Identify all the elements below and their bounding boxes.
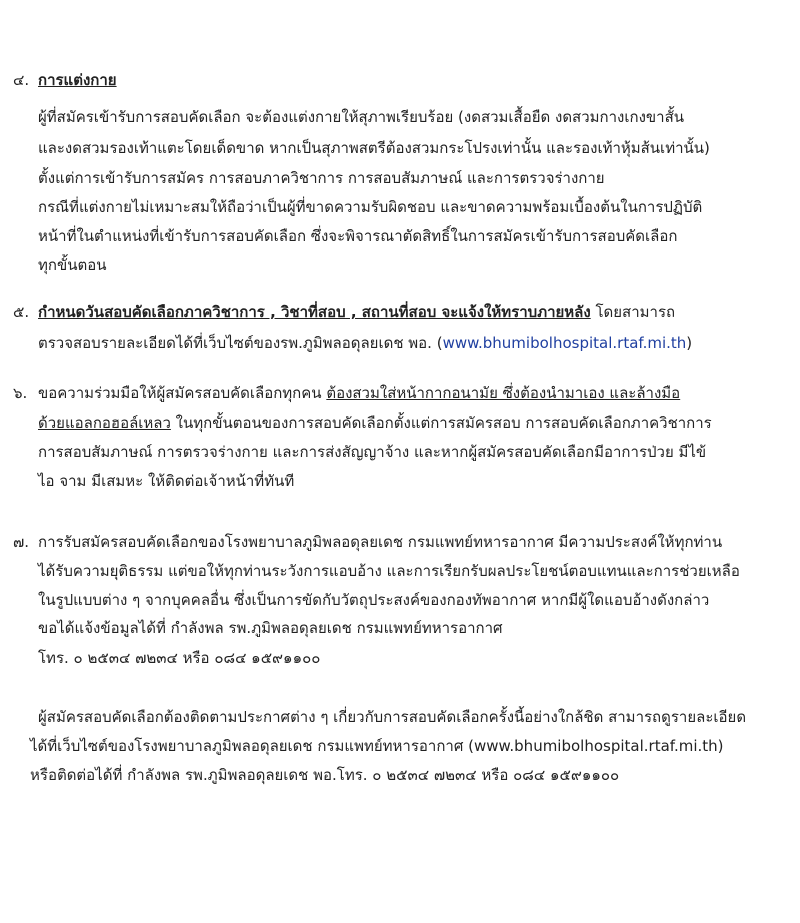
section-6-text: ในทุกขั้นตอนของการสอบคัดเลือกตั้งแต่การสมัครสอบ การสอบคัดเลือกภาควิชาการ bbox=[170, 414, 712, 432]
closing-line: ได้ที่เว็บไซต์ของโรงพยาบาลภูมิพลอดุลยเดช กรมแพทย์ทหารอากาศ (www.bhumibolhospital.rtaf.mi.th) bbox=[30, 737, 724, 755]
section-4-number: ๔. bbox=[13, 71, 30, 89]
section-4-line: และงดสวมรองเท้าแตะโดยเด็ดขาด หากเป็นสุภาพสตรีต้องสวมกระโปรงเท่านั้น และรองเท้าหุ้มส้นเท่านั้น) bbox=[38, 139, 710, 157]
section-6-emphasis: ต้องสวมใส่หน้ากากอนามัย ซึ่งต้องนำมาเอง และล้างมือ bbox=[326, 384, 681, 402]
closing-line: หรือติดต่อได้ที่ กำลังพล รพ.ภูมิพลอดุลยเดช พอ.โทร. ๐ ๒๕๓๔ ๗๒๓๔ หรือ ๐๘๔ ๑๕๙๑๑๐๐ bbox=[30, 766, 620, 784]
section-5-text: ตรวจสอบรายละเอียดได้ที่เว็บไซต์ของรพ.ภูมิพลอดุลยเดช พอ. ( bbox=[38, 334, 443, 352]
section-7-line: ในรูปแบบต่าง ๆ จากบุคคลอื่น ซึ่งเป็นการขัดกับวัตถุประสงค์ของกองทัพอากาศ หากมีผู้ใดแอบอ้างดังกล่าว bbox=[38, 591, 710, 609]
section-4-line: ผู้ที่สมัครเข้ารับการสอบคัดเลือก จะต้องแต่งกายให้สุภาพเรียบร้อย (งดสวมเสื้อยืด งดสวมกางเกงขาสั้น bbox=[38, 108, 684, 126]
section-6-number: ๖. bbox=[13, 384, 28, 402]
section-4-line: กรณีที่แต่งกายไม่เหมาะสมให้ถือว่าเป็นผู้ที่ขาดความรับผิดชอบ และขาดความพร้อมเบื้องต้นในการปฏิบัติ bbox=[38, 198, 703, 216]
section-6-text: ขอความร่วมมือให้ผู้สมัครสอบคัดเลือกทุกคน bbox=[38, 384, 327, 402]
section-5-line bbox=[38, 302, 675, 322]
section-7-line: ได้รับความยุติธรรม แต่ขอให้ทุกท่านระวังการแอบอ้าง และการเรียกรับผลประโยชน์ตอบแทนและการช่วยเหลือ bbox=[38, 562, 740, 580]
section-4-line: หน้าที่ในตำแหน่งที่เข้ารับการสอบคัดเลือก ซึ่งจะพิจารณาตัดสิทธิ์ในการสมัครเข้ารับการสอบคัดเลือก bbox=[38, 227, 678, 245]
section-7-line: ขอได้แจ้งข้อมูลได้ที่ กำลังพล รพ.ภูมิพลอดุลยเดช กรมแพทย์ทหารอากาศ bbox=[38, 619, 503, 637]
section-7-phone: โทร. ๐ ๒๕๓๔ ๗๒๓๔ หรือ ๐๘๔ ๑๕๙๑๑๐๐ bbox=[38, 649, 321, 667]
section-7-number: ๗. bbox=[13, 533, 30, 551]
section-6-line: ไอ จาม มีเสมหะ ให้ติดต่อเจ้าหน้าที่ทันที bbox=[38, 472, 295, 490]
closing-line: ผู้สมัครสอบคัดเลือกต้องติดตามประกาศต่าง ๆ เกี่ยวกับการสอบคัดเลือกครั้งนี้อย่างใกล้ชิด สามารถดูรายละเอียด bbox=[38, 708, 747, 726]
section-5-heading: กำหนดวันสอบคัดเลือกภาควิชาการ , วิชาที่สอบ , สถานที่สอบ จะแจ้งให้ทราบภายหลัง bbox=[38, 303, 591, 321]
section-5-line bbox=[38, 333, 692, 353]
section-6-line bbox=[38, 383, 680, 403]
section-4-line: ทุกขั้นตอน bbox=[38, 256, 107, 274]
section-4-line: ตั้งแต่การเข้ารับการสมัคร การสอบภาควิชาการ การสอบสัมภาษณ์ และการตรวจร่างกาย bbox=[38, 169, 605, 187]
section-4-title: การแต่งกาย bbox=[38, 71, 117, 89]
section-5-text: โดยสามารถ bbox=[590, 303, 676, 321]
website-link[interactable]: www.bhumibolhospital.rtaf.mi.th bbox=[442, 334, 687, 352]
section-6-line bbox=[38, 413, 712, 433]
section-6-emphasis: ด้วยแอลกอฮอล์เหลว bbox=[38, 414, 171, 432]
section-5-number: ๕. bbox=[13, 303, 30, 321]
section-5-text: ) bbox=[686, 334, 693, 352]
section-6-line: การสอบสัมภาษณ์ การตรวจร่างกาย และการส่งสัญญาจ้าง และหากผู้สมัครสอบคัดเลือกมีอาการป่วย มีไข้ bbox=[38, 443, 707, 461]
section-7-line: การรับสมัครสอบคัดเลือกของโรงพยาบาลภูมิพลอดุลยเดช กรมแพทย์ทหารอากาศ มีความประสงค์ให้ทุกท่าน bbox=[38, 533, 723, 551]
